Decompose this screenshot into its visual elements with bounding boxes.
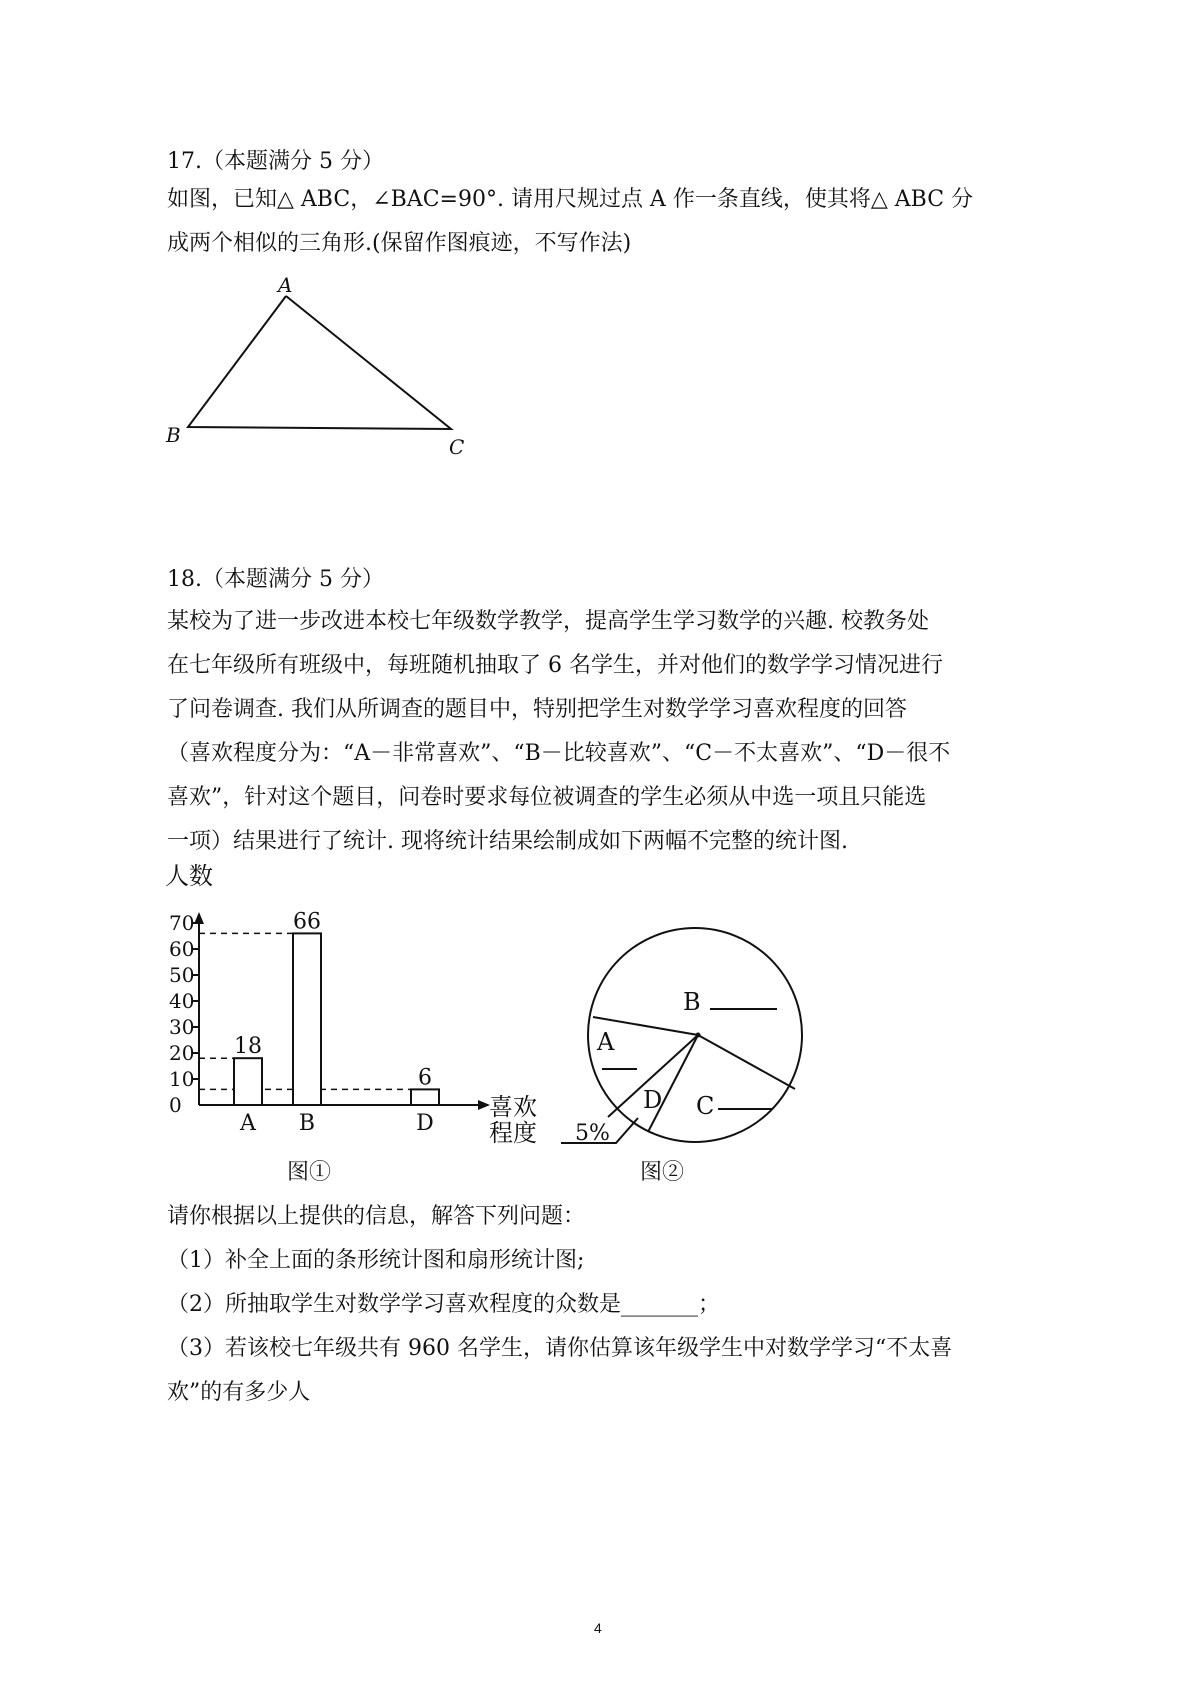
q17-header: 17.（本题满分 5 分）: [167, 149, 384, 174]
bar-value-label: 18: [234, 1034, 262, 1060]
x-axis-label-line1: 喜欢: [489, 1093, 537, 1121]
q18-line-1: 某校为了进一步改进本校七年级数学教学，提高学生学习数学的兴趣. 校教务处: [167, 609, 929, 634]
y-axis-label: 人数: [165, 862, 213, 890]
vertex-label-a: A: [278, 273, 293, 297]
triangle-outline: [188, 296, 451, 429]
q18-header: 18.（本题满分 5 分）: [167, 567, 384, 592]
x-tick-label: B: [298, 1111, 316, 1136]
q18-question-3-cont: 欢”的有多少人: [167, 1380, 311, 1405]
q18-line-5: 喜欢”，针对这个题目，问卷时要求每位被调查的学生必须从中选一项且只能选: [167, 785, 927, 810]
page-number: 4: [594, 1620, 602, 1636]
bar: [234, 1058, 262, 1105]
q18-line-2: 在七年级所有班级中，每班随机抽取了 6 名学生，并对他们的数学学习情况进行: [167, 653, 943, 678]
y-tick-label: 30: [169, 1015, 195, 1039]
y-tick-label: 70: [169, 911, 195, 935]
pie-label-d-percent: 5%: [575, 1121, 610, 1146]
q17-line-1: 如图，已知△ ABC，∠BAC=90°. 请用尺规过点 A 作一条直线，使其将△ ABC 分: [167, 187, 974, 212]
q18-line-6: 一项）结果进行了统计. 现将统计结果绘制成如下两幅不完整的统计图.: [167, 829, 848, 854]
y-tick-label: 10: [169, 1067, 195, 1091]
q18-line-3: 了问卷调查. 我们从所调查的题目中，特别把学生对数学学习喜欢程度的回答: [167, 697, 907, 722]
vertex-label-b: B: [166, 423, 181, 447]
fig2-caption: 图②: [640, 1160, 685, 1185]
fig1-caption: 图①: [287, 1160, 332, 1185]
x-tick-label: D: [416, 1111, 434, 1136]
bar-chart: [160, 862, 560, 1162]
y-tick-label: 0: [169, 1093, 182, 1117]
pie-label-b: B: [683, 988, 701, 1016]
pie-chart: [555, 926, 815, 1156]
y-tick-label: 20: [169, 1041, 195, 1065]
q18-question-2: （2）所抽取学生对数学学习喜欢程度的众数是_______；: [167, 1292, 720, 1317]
pie-center-dot: [696, 1033, 701, 1038]
y-tick-label: 60: [169, 937, 195, 961]
pie-divider-c: [698, 1035, 795, 1089]
triangle-figure: [160, 270, 490, 470]
q18-question-3: （3）若该校七年级共有 960 名学生，请你估算该年级学生中对数学学习“不太喜: [167, 1336, 953, 1361]
pie-divider-d-right: [648, 1035, 698, 1132]
bar: [293, 933, 321, 1105]
x-axis-label-line2: 程度: [489, 1119, 537, 1147]
q18-question-1: （1）补全上面的条形统计图和扇形统计图;: [167, 1248, 585, 1273]
pie-label-d: D: [643, 1086, 663, 1114]
x-tick-label: A: [240, 1111, 256, 1136]
bar: [411, 1089, 439, 1105]
vertex-label-c: C: [449, 435, 465, 459]
y-tick-label: 50: [169, 963, 195, 987]
bar-value-label: 66: [293, 909, 321, 935]
pie-label-a: A: [597, 1028, 615, 1056]
q17-line-2: 成两个相似的三角形.(保留作图痕迹，不写作法): [167, 231, 632, 256]
y-tick-label: 40: [169, 989, 195, 1013]
q18-line-4: （喜欢程度分为：“A－非常喜欢”、“B－比较喜欢”、“C－不太喜欢”、“D－很不: [167, 741, 951, 766]
pie-label-c: C: [696, 1092, 715, 1120]
bar-value-label: 6: [418, 1065, 432, 1091]
q18-prompt: 请你根据以上提供的信息，解答下列问题：: [167, 1204, 586, 1229]
